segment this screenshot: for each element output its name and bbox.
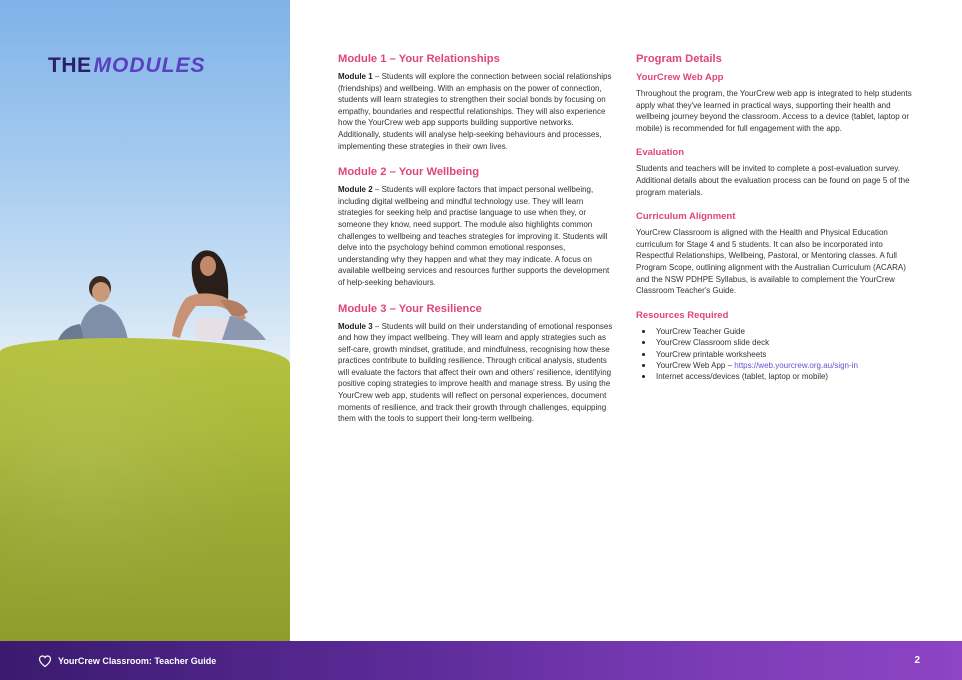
module-3-lead: Module 3 — [338, 321, 373, 331]
web-app-section — [636, 72, 916, 134]
list-item — [650, 360, 916, 371]
resources-list — [636, 326, 916, 383]
program-details-heading: Program Details — [636, 53, 722, 65]
footer-bar — [0, 641, 962, 680]
module-3-heading: Module 3 – Your Resilience — [338, 302, 482, 315]
footer-title: YourCrew Classroom: Teacher Guide — [58, 655, 217, 666]
module-2-lead: Module 2 — [338, 185, 373, 195]
list-item: YourCrew Teacher Guide — [650, 326, 916, 337]
evaluation-heading: Evaluation — [636, 147, 685, 159]
module-1-body — [338, 71, 614, 152]
web-app-link[interactable]: https://web.yourcrew.org.au/sign-in — [734, 360, 858, 370]
web-app-label: YourCrew Web App – — [656, 360, 735, 370]
curriculum-section — [636, 211, 916, 297]
curriculum-heading: Curriculum Alignment — [636, 211, 736, 223]
list-item: YourCrew Classroom slide deck — [650, 337, 916, 348]
module-1-text: – Students will explore the connection between social relationships (friendships) and wellbeing. With an emphasis on the power of connection, students will learn strategies to strengthen their social bonds by focusing on empathy, boundaries and respectful relationships. They will also experience how the YourCrew web app supports building supportive networks. Additionally, students will analyse help-seeking behaviours and processes, implementing these strategies in their own lives. — [338, 72, 612, 151]
module-2-heading: Module 2 – Your Wellbeing — [338, 166, 480, 179]
module-3-section — [338, 302, 614, 425]
page-number: 2 — [914, 655, 920, 666]
module-1-lead: Module 1 — [338, 72, 373, 81]
evaluation-body: Students and teachers will be invited to complete a post-evaluation survey. Additional details about the evaluation process can be found on page 5 of the program materials. — [636, 164, 910, 197]
hero-photo — [0, 0, 290, 641]
module-3-body — [338, 321, 614, 425]
program-details-column — [636, 52, 916, 383]
page-title — [48, 54, 206, 78]
title-script-word: MODULES — [93, 54, 206, 77]
evaluation-section — [636, 147, 916, 198]
grass-field — [0, 338, 290, 641]
module-1-section — [338, 52, 614, 152]
web-app-heading: YourCrew Web App — [636, 72, 724, 83]
list-item: Internet access/devices (tablet, laptop or mobile) — [650, 371, 916, 382]
module-2-body — [338, 184, 614, 288]
heart-shield-icon — [38, 654, 52, 668]
module-1-heading: Module 1 – Your Relationships — [338, 53, 500, 65]
web-app-body: Throughout the program, the YourCrew web app is integrated to help students apply what they've learned in practical ways, supporting their health and wellbeing journey beyond the classroom. Access to a device (tablet, laptop or mobile) is recommended for full engagement with the app. — [636, 89, 912, 133]
resources-heading: Resources Required — [636, 309, 729, 321]
module-2-text: – Students will explore factors that impact personal wellbeing, including digital wellbeing and mindful technology use. They will learn strategies for seeking help and practise language to use when they, or someone they know, need support. The module also highlights common challenges to wellbeing and teaches strategies for improving it. Students will delve into the psychology behind common emotional responses, understanding why they happen and what they may indicate. A focus on available wellbeing services and resources further supports the development of help-seeking behaviours. — [338, 185, 610, 287]
module-2-section — [338, 165, 614, 288]
resources-section — [636, 310, 916, 383]
list-item: YourCrew printable worksheets — [650, 349, 916, 360]
title-prefix: THE — [48, 54, 92, 77]
curriculum-body: YourCrew Classroom is aligned with the Health and Physical Education curriculum for Stage 4 and 5 students. It can also be incorporated into Respectful Relationships, Wellbeing, Pastoral, or Mentoring classes. A full Program Scope, outlining alignment with the Australian Curriculum (ACARA) and the NSW PDHPE Syllabus, is available to complement the YourCrew Classroom Teacher's Guide. — [636, 228, 906, 296]
module-3-text: – Students will build on their understanding of emotional responses and how they impact wellbeing. They will learn and apply strategies such as self-care, growth mindset, gratitude, and mindfulness, recognising how these practices contribute to building resilience. Through critical analysis, students will evaluate the factors that affect their own and others' resilience, identifying positive coping strategies to improve health and manage stress. By using the YourCrew web app, students will reflect on personal experiences, document moments of resilience, and track their growth through challenges, equipping them with the tools to support their long-term wellbeing. — [338, 321, 613, 424]
modules-column — [338, 52, 614, 438]
